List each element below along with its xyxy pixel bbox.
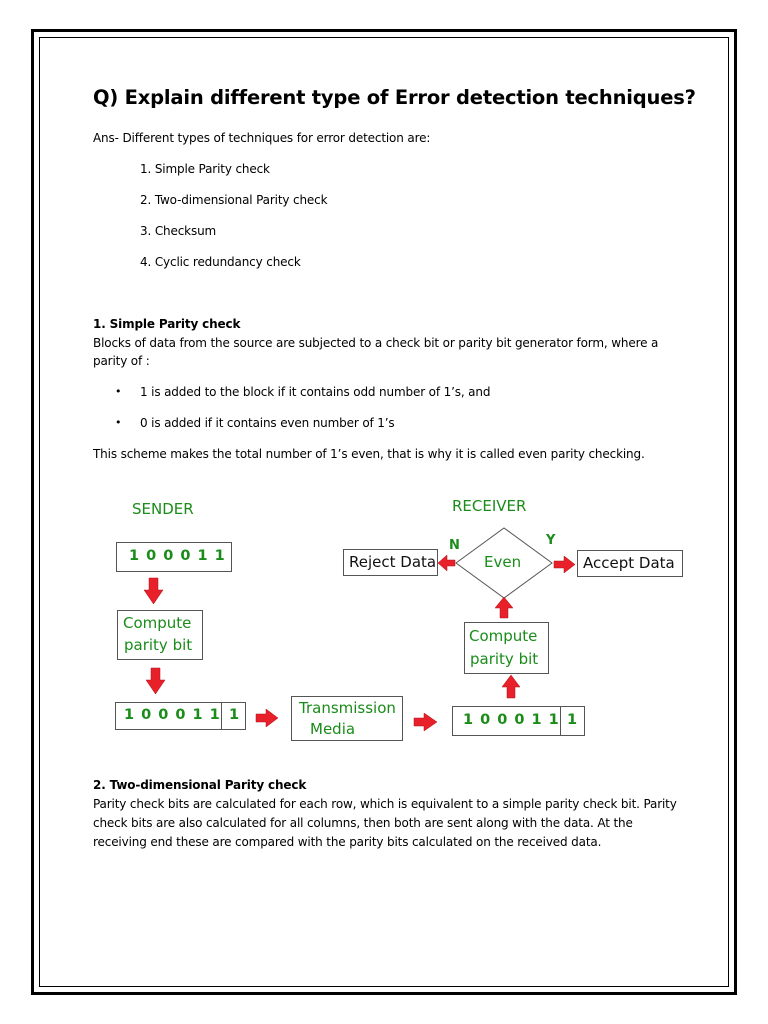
bits-text: 1 0 0 0 1 1 — [124, 707, 221, 723]
paragraph-line: check bits are also calculated for all columns, then both are sent along with the data. At the — [93, 816, 633, 830]
down-arrow-icon — [144, 578, 163, 604]
parity-bit-text: 1 — [229, 707, 241, 723]
page-title: Q) Explain different type of Error detection techniques? — [93, 86, 696, 109]
section-heading: 1. Simple Parity check — [93, 317, 241, 331]
decision-label: Even — [484, 553, 522, 571]
bullet-item: 0 is added if it contains even number of 1’s — [140, 416, 395, 430]
right-arrow-icon — [554, 556, 575, 573]
paragraph-line: receiving end these are compared with the parity bits calculated on the received data. — [93, 835, 602, 849]
parity-bit-text: 1 — [567, 712, 579, 728]
bits-text: 1 0 0 0 1 1 — [129, 548, 226, 564]
technique-item: 4. Cyclic redundancy check — [140, 255, 301, 269]
technique-item: 1. Simple Parity check — [140, 162, 270, 176]
receiver-label: RECEIVER — [452, 497, 527, 515]
box-label-line: Transmission — [299, 699, 396, 717]
paragraph-line: This scheme makes the total number of 1’s even, that is why it is called even parity checking. — [93, 447, 645, 461]
accept-label: Accept Data — [583, 554, 675, 572]
down-arrow-icon — [146, 668, 165, 694]
box-label-line: parity bit — [124, 636, 193, 654]
up-arrow-icon — [495, 597, 513, 618]
bullet-item: 1 is added to the block if it contains odd number of 1’s, and — [140, 385, 491, 399]
sender-label: SENDER — [132, 500, 194, 518]
paragraph-line: Parity check bits are calculated for each row, which is equivalent to a simple parity check bit. Parity — [93, 797, 677, 811]
paragraph-line: parity of : — [93, 354, 150, 368]
bits-text: 1 0 0 0 1 1 — [463, 712, 560, 728]
technique-item: 3. Checksum — [140, 224, 217, 238]
right-arrow-icon — [256, 709, 278, 727]
box-label-line: Compute — [469, 627, 538, 645]
left-arrow-icon — [438, 555, 455, 571]
bullet-icon: • — [115, 385, 122, 398]
box-label-line: Compute — [123, 614, 192, 632]
up-arrow-icon — [502, 675, 520, 698]
no-label: N — [449, 538, 460, 553]
technique-item: 2. Two-dimensional Parity check — [140, 193, 328, 207]
section-heading: 2. Two-dimensional Parity check — [93, 778, 307, 792]
yes-label: Y — [546, 533, 556, 548]
right-arrow-icon — [414, 713, 437, 731]
reject-label: Reject Data — [349, 553, 437, 571]
box-label-line: Media — [310, 720, 356, 738]
paragraph-line: Blocks of data from the source are subjected to a check bit or parity bit generator form, where a — [93, 336, 659, 350]
intro-text: Ans- Different types of techniques for error detection are: — [93, 131, 431, 145]
bullet-icon: • — [115, 416, 122, 429]
box-label-line: parity bit — [470, 650, 539, 668]
